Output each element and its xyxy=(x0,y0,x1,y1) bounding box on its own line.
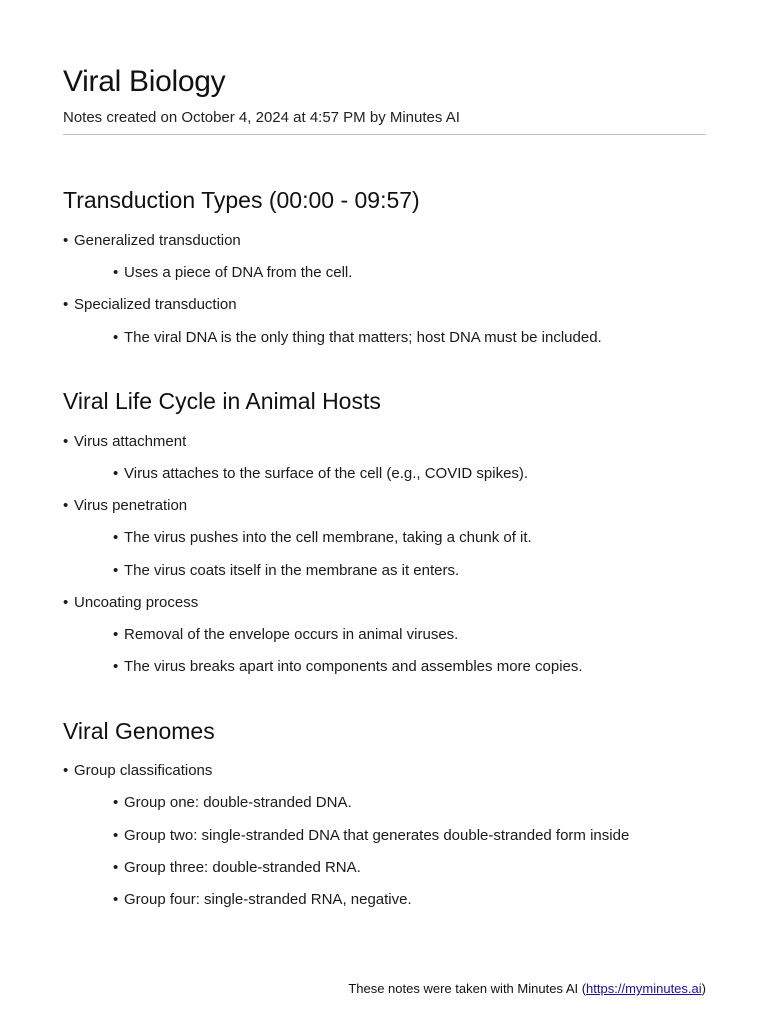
list-item-text: Virus attachment xyxy=(74,433,187,450)
sub-list-item xyxy=(113,826,629,846)
bullet-icon: • xyxy=(113,827,119,844)
list-item xyxy=(63,432,186,452)
footer-text: These notes were taken with Minutes AI ( xyxy=(348,981,587,996)
list-item xyxy=(63,231,241,251)
bullet-icon: • xyxy=(113,329,119,346)
sub-list-item-text: Group three: double-stranded RNA. xyxy=(124,859,361,876)
section-heading: Transduction Types (00:00 - 09:57) xyxy=(63,187,420,213)
bullet-icon: • xyxy=(113,626,119,643)
section-heading: Viral Genomes xyxy=(63,718,215,744)
list-item xyxy=(63,593,198,613)
sub-list-item xyxy=(113,890,412,910)
list-item xyxy=(63,295,237,315)
sub-list-item xyxy=(113,561,459,581)
sub-list-item xyxy=(113,793,352,813)
title-divider xyxy=(63,134,706,135)
list-item-text: Generalized transduction xyxy=(74,232,241,249)
sub-list-item xyxy=(113,328,602,348)
bullet-icon: • xyxy=(63,296,69,313)
bullet-icon: • xyxy=(113,264,119,281)
list-item-text: Specialized transduction xyxy=(74,296,237,313)
sub-list-item xyxy=(113,528,532,548)
document-meta: Notes created on October 4, 2024 at 4:57 PM by Minutes AI xyxy=(63,109,460,126)
bullet-icon: • xyxy=(113,529,119,546)
list-item-text: Uncoating process xyxy=(74,594,199,611)
sub-list-item-text: The virus pushes into the cell membrane, taking a chunk of it. xyxy=(124,529,532,546)
footer-attribution xyxy=(348,980,706,998)
list-item xyxy=(63,496,187,516)
sub-list-item xyxy=(113,625,458,645)
bullet-icon: • xyxy=(113,794,119,811)
document-title: Viral Biology xyxy=(63,65,226,98)
bullet-icon: • xyxy=(63,232,69,249)
sub-list-item-text: The viral DNA is the only thing that matters; host DNA must be included. xyxy=(124,329,602,346)
bullet-icon: • xyxy=(113,658,119,675)
bullet-icon: • xyxy=(113,562,119,579)
sub-list-item-text: Group four: single-stranded RNA, negative. xyxy=(124,891,412,908)
bullet-icon: • xyxy=(63,762,69,779)
bullet-icon: • xyxy=(63,594,69,611)
sub-list-item xyxy=(113,657,583,677)
sub-list-item-text: The virus breaks apart into components and assembles more copies. xyxy=(124,658,583,675)
bullet-icon: • xyxy=(63,497,69,514)
sub-list-item xyxy=(113,858,361,878)
sub-list-item-text: Uses a piece of DNA from the cell. xyxy=(124,264,353,281)
sub-list-item xyxy=(113,464,528,484)
bullet-icon: • xyxy=(113,859,119,876)
footer-link[interactable]: https://myminutes.ai xyxy=(586,981,702,996)
sub-list-item-text: Virus attaches to the surface of the cell (e.g., COVID spikes). xyxy=(124,465,529,482)
sub-list-item-text: Group two: single-stranded DNA that generates double-stranded form inside xyxy=(124,827,630,844)
sub-list-item xyxy=(113,263,352,283)
list-item xyxy=(63,761,212,781)
list-item-text: Group classifications xyxy=(74,762,213,779)
footer-text-end: ) xyxy=(701,981,706,996)
sub-list-item-text: The virus coats itself in the membrane as it enters. xyxy=(124,562,460,579)
list-item-text: Virus penetration xyxy=(74,497,188,514)
bullet-icon: • xyxy=(113,891,119,908)
section-heading: Viral Life Cycle in Animal Hosts xyxy=(63,388,381,414)
sub-list-item-text: Removal of the envelope occurs in animal viruses. xyxy=(124,626,459,643)
bullet-icon: • xyxy=(63,433,69,450)
sub-list-item-text: Group one: double-stranded DNA. xyxy=(124,794,352,811)
bullet-icon: • xyxy=(113,465,119,482)
